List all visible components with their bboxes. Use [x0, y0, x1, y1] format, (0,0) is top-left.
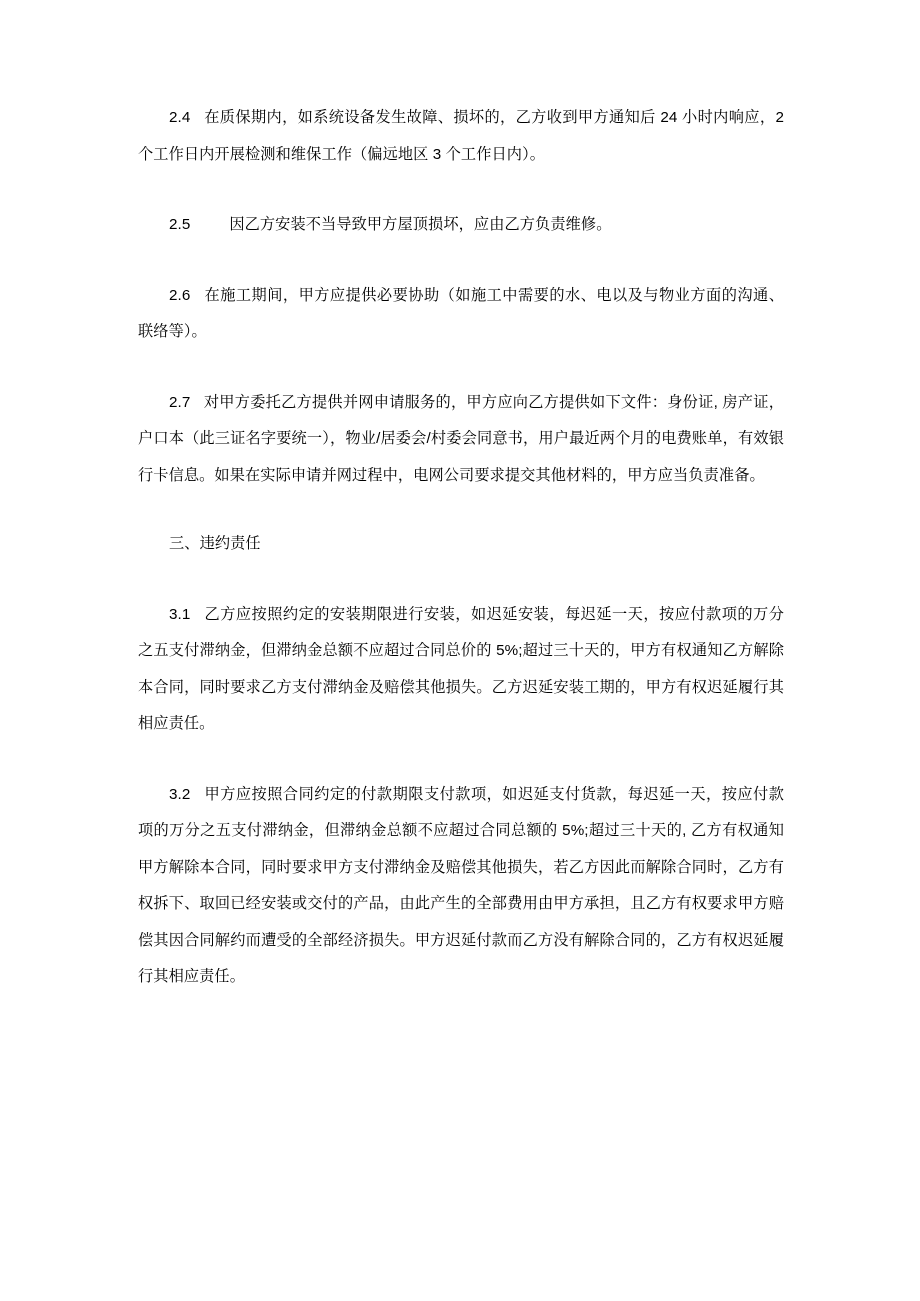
clause-paragraph-2-7: [138, 385, 784, 495]
document-body: [138, 100, 784, 996]
clause-text-3-1: 乙方应按照约定的安装期限进行安装，如迟延安装，每迟延一天，按应付款项的万分之五支付滞纳金，但滞纳金总额不应超过合同总价的 5%;超过三十天的，甲方有权通知乙方解除本合同，同时要求乙方支付滞纳金及赔偿其他损失。乙方迟延安装工期的，甲方有权迟延履行其相应责任。: [138, 605, 785, 732]
clause-text-3-2: 甲方应按照合同约定的付款期限支付款项，如迟延支付货款，每迟延一天，按应付款项的万分之五支付滞纳金，但滞纳金总额不应超过合同总额的 5%;超过三十天的, 乙方有权通知甲方解除本合同，同时要求甲方支付滞纳金及赔偿其他损失，若乙方因此而解除合同时，乙方有权拆下、取回已经安装或交付的产品，由此产生的全部费用由甲方承担，且乙方有权要求甲方赔偿其因合同解约而遭受的全部经济损失。甲方迟延付款而乙方没有解除合同的，乙方有权迟延履行其相应责任。: [138, 785, 785, 985]
clause-text-2-5: 因乙方安装不当导致甲方屋顶损坏，应由乙方负责维修。: [229, 216, 612, 233]
clause-paragraph-3-1: [138, 597, 784, 743]
clause-number-2-6: 2.6: [169, 286, 191, 304]
clause-paragraph-3-2: [138, 777, 784, 996]
clause-paragraph-2-4: [138, 100, 784, 173]
clause-number-2-4: 2.4: [169, 109, 191, 126]
clause-number-2-5: 2.5: [169, 216, 191, 233]
clause-text-2-7: 对甲方委托乙方提供并网申请服务的，甲方应向乙方提供如下文件：身份证, 房产证，户口本（此三证名字要统一），物业/居委会/村委会同意书，用户最近两个月的电费账单，有效银行卡信息。如果在实际申请并网过程中，电网公司要求提交其他材料的，甲方应当负责准备。: [138, 393, 784, 484]
clause-number-2-7: 2.7: [169, 393, 191, 411]
clause-paragraph-2-5: [138, 207, 784, 244]
clause-text-2-4: 在质保期内，如系统设备发生故障、损坏的，乙方收到甲方通知后 24 小时内响应，2 个工作日内开展检测和维保工作（偏远地区 3 个工作日内）。: [138, 109, 784, 163]
clause-text-2-6: 在施工期间，甲方应提供必要协助（如施工中需要的水、电以及与物业方面的沟通、联络等）。: [138, 286, 785, 340]
clause-number-3-2: 3.2: [169, 785, 191, 803]
clause-paragraph-2-6: [138, 278, 784, 351]
section-heading-3: 三、违约责任: [169, 535, 261, 552]
clause-number-3-1: 3.1: [169, 605, 191, 623]
